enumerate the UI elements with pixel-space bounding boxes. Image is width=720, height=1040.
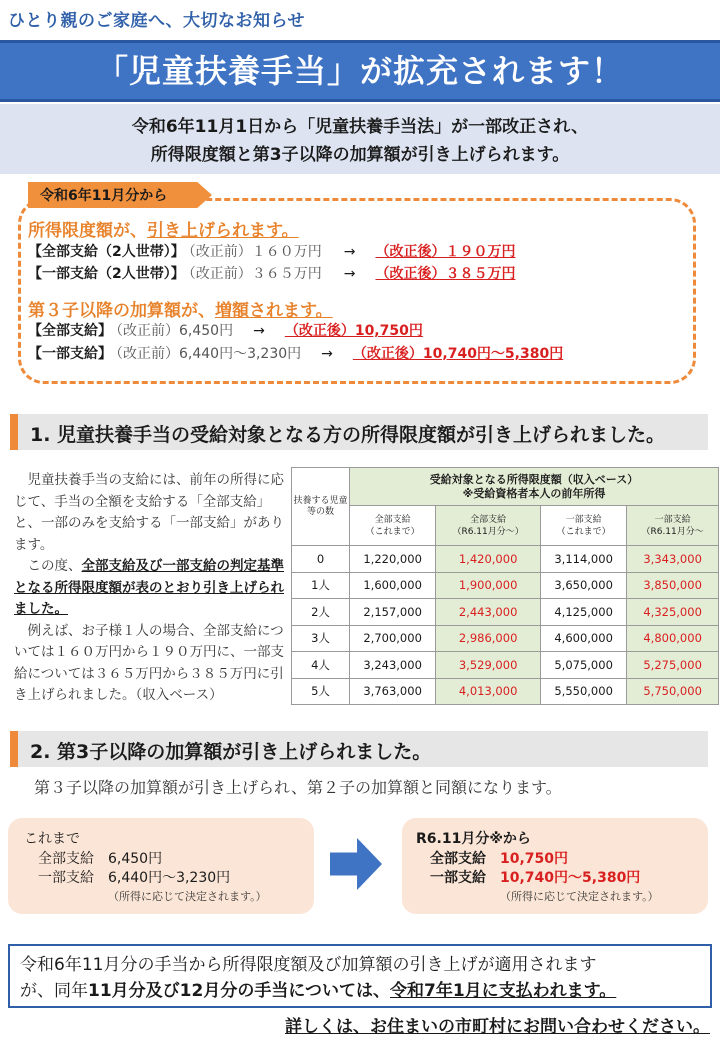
table-row: 5人 3,763,000 4,013,000 5,550,000 5,750,000: [292, 678, 719, 705]
addition-row-partial: 【一部支給】 （改正前）6,440円～3,230円 → （改正後）10,740円～5,380円: [28, 346, 564, 362]
section1-title: 1. 児童扶養手当の受給対象となる方の所得限度額が引き上げられました。: [30, 424, 666, 446]
section1-text: [14, 470, 292, 707]
section1-para-3: 例えば、お子様１人の場合、全部支給については１６０万円から１９０万円に、一部支給については３６５万円から３８５万円に引き上げられました。（収入ベース）: [14, 622, 284, 703]
section1-para-1: 児童扶養手当の支給には、前年の所得に応じて、手当の全額を支給する「全部支給」と、一部のみを支給する「一部支給」があります。: [14, 472, 284, 553]
income-row-partial: 【一部支給（2人世帯）】 （改正前）３６５万円 → （改正後）３８５万円: [28, 266, 516, 282]
income-limit-heading: 所得限度額が、引き上げられます。: [28, 221, 299, 241]
after-note: （所得に応じて決定されます。）: [500, 890, 659, 903]
table-row: 1人 1,600,000 1,900,000 3,650,000 3,850,000: [292, 572, 719, 599]
income-limit-table: [291, 467, 719, 705]
notice-line-2: が、同年11月分及び12月分の手当については、令和7年1月に支払われます。: [20, 981, 617, 1001]
before-full-row: 全部支給 6,450円: [38, 851, 163, 867]
page-title: 「児童扶養手当」が拡充されます！: [95, 52, 624, 90]
before-partial-row: 一部支給 6,440円～3,230円: [38, 870, 231, 886]
col-header-partial-old: 一部支給 （これまで）: [541, 506, 627, 546]
section1-para-2: この度、全部支給及び一部支給の判定基準となる所得限度額が表のとおり引き上げられました。: [14, 558, 284, 617]
date-tab-label: 令和6年11月分から: [40, 188, 168, 204]
intro-line-2: 所得限度額と第3子以降の加算額が引き上げられます。: [150, 145, 570, 165]
col-header-full-new: 全部支給 （R6.11月分～）: [436, 506, 541, 546]
table-row: 2人 2,157,000 2,443,000 4,125,000 4,325,000: [292, 599, 719, 626]
addition-row-full: 【全部支給】 （改正前）6,450円 → （改正後）10,750円: [28, 323, 423, 339]
before-note: （所得に応じて決定されます。）: [108, 890, 267, 903]
addition-heading: 第３子以降の加算額が、増額されます。: [28, 301, 333, 321]
col-header-full-old: 全部支給 （これまで）: [350, 506, 436, 546]
after-heading: R6.11月分※から: [416, 831, 531, 847]
table-row: 3人 2,700,000 2,986,000 4,600,000 4,800,000: [292, 625, 719, 652]
notice-line-1: 令和6年11月分の手当から所得限度額及び加算額の引き上げが適用されます: [20, 955, 597, 975]
section2-title: 2. 第3子以降の加算額が引き上げられました。: [30, 741, 432, 763]
income-row-full: 【全部支給（2人世帯）】 （改正前）１６０万円 → （改正後）１９０万円: [28, 244, 516, 260]
tagline: ひとり親のご家庭へ、大切なお知らせ: [8, 11, 305, 31]
table-row: 4人 3,243,000 3,529,000 5,075,000 5,275,000: [292, 652, 719, 679]
after-full-row: 全部支給 10,750円: [430, 851, 569, 867]
before-heading: これまで: [24, 831, 80, 847]
arrow-right-icon: [330, 838, 382, 890]
table-main-header: 受給対象となる所得限度額（収入ベース） ※受給資格者本人の前年所得: [350, 468, 719, 506]
section2-subtitle: 第３子以降の加算額が引き上げられ、第２子の加算額と同額になります。: [34, 778, 562, 797]
intro-line-1: 令和6年11月1日から「児童扶養手当法」が一部改正され、: [131, 117, 589, 137]
after-partial-row: 一部支給 10,740円～5,380円: [430, 870, 641, 886]
col-header-partial-new: 一部支給 （R6.11月分～: [627, 506, 719, 546]
children-count-header: 扶養する児童等の数: [292, 468, 350, 546]
footer-contact: 詳しくは、お住まいの市町村にお問い合わせください。: [285, 1017, 710, 1037]
table-row: 0 1,220,000 1,420,000 3,114,000 3,343,000: [292, 546, 719, 573]
